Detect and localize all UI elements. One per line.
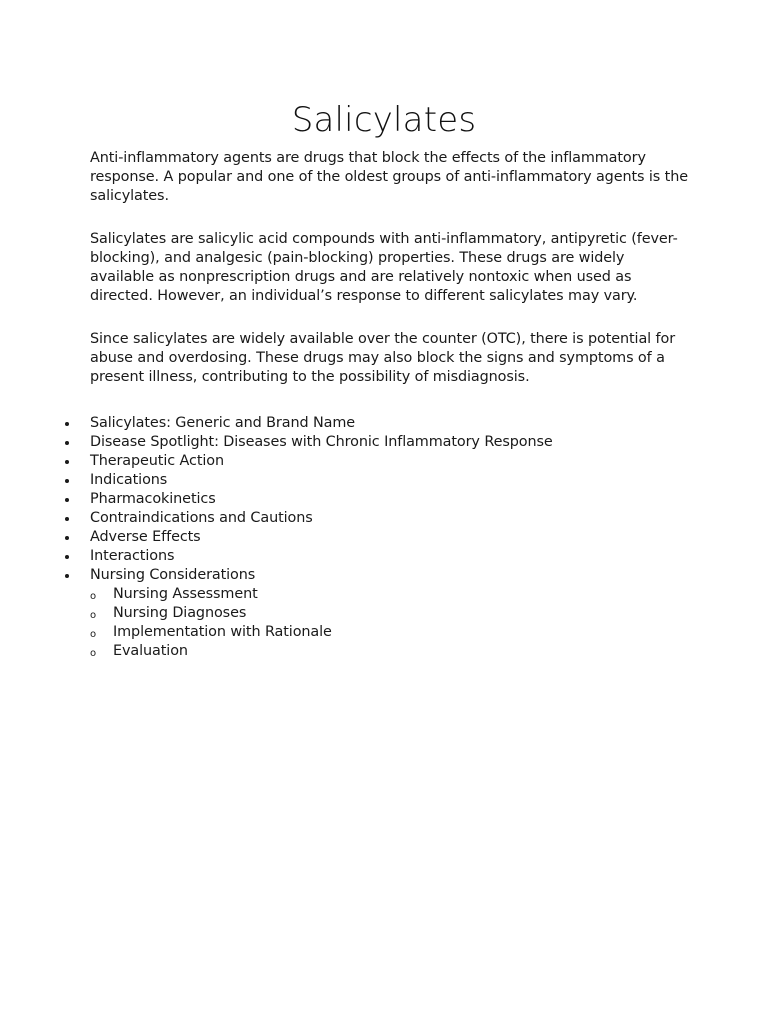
page-title: Salicylates	[291, 100, 477, 140]
sub-list-item	[0, 623, 768, 642]
list-item-label: Contraindications and Cautions	[90, 510, 313, 526]
list-item-label: Salicylates: Generic and Brand Name	[90, 415, 356, 431]
sub-list-item	[0, 585, 768, 604]
list-item	[0, 414, 768, 433]
list-item	[0, 528, 768, 547]
sub-list-item-label: Nursing Assessment	[113, 586, 258, 602]
sub-list-item-label: Evaluation	[113, 643, 188, 659]
list-item	[0, 547, 768, 566]
bullet-icon	[65, 422, 69, 426]
list-item	[0, 509, 768, 528]
list-item	[0, 566, 768, 585]
bullet-icon	[65, 479, 69, 483]
bullet-icon	[65, 574, 69, 578]
hollow-bullet-icon: o	[90, 610, 97, 621]
intro-paragraph: Anti-inflammatory agents are drugs that block the effects of the inflammatory response. A popular and one of the oldest groups of anti-inflammatory agents is the salicylates.	[90, 150, 688, 204]
list-item-label: Therapeutic Action	[90, 453, 225, 469]
list-item	[0, 452, 768, 471]
sub-list-item-label: Nursing Diagnoses	[113, 605, 247, 621]
bullet-icon	[65, 441, 69, 445]
topic-list	[0, 414, 768, 585]
sub-list-item	[0, 604, 768, 623]
bullet-icon	[65, 460, 69, 464]
hollow-bullet-icon: o	[90, 648, 97, 659]
otc-warning-paragraph: Since salicylates are widely available over the counter (OTC), there is potential for abuse and overdosing. These drugs may also block the signs and symptoms of a present illness, contributing to the possibility of misdiagnosis.	[90, 331, 676, 385]
list-item	[0, 433, 768, 452]
hollow-bullet-icon: o	[90, 629, 97, 640]
bullet-icon	[65, 555, 69, 559]
list-item-label: Pharmacokinetics	[90, 491, 216, 507]
subtopic-list	[0, 585, 768, 661]
list-item	[0, 471, 768, 490]
sub-list-item	[0, 642, 768, 661]
list-item-label: Disease Spotlight: Diseases with Chronic Inflammatory Response	[90, 434, 553, 450]
hollow-bullet-icon: o	[90, 591, 97, 602]
bullet-icon	[65, 498, 69, 502]
list-item	[0, 490, 768, 509]
list-item-label: Adverse Effects	[90, 529, 201, 545]
sub-list-item-label: Implementation with Rationale	[113, 624, 332, 640]
list-item-label: Nursing Considerations	[90, 567, 256, 583]
intro-section	[90, 149, 690, 411]
list-item-label: Interactions	[90, 548, 175, 564]
list-item-label: Indications	[90, 472, 168, 488]
bullet-icon	[65, 536, 69, 540]
bullet-icon	[65, 517, 69, 521]
properties-paragraph: Salicylates are salicylic acid compounds with anti-inflammatory, antipyretic (fever-blocking), and analgesic (pain-blocking) properties. These drugs are widely available as nonprescription drugs and are relatively nontoxic when used as directed. However, an individual’s response to different salicylates may vary.	[90, 231, 678, 304]
